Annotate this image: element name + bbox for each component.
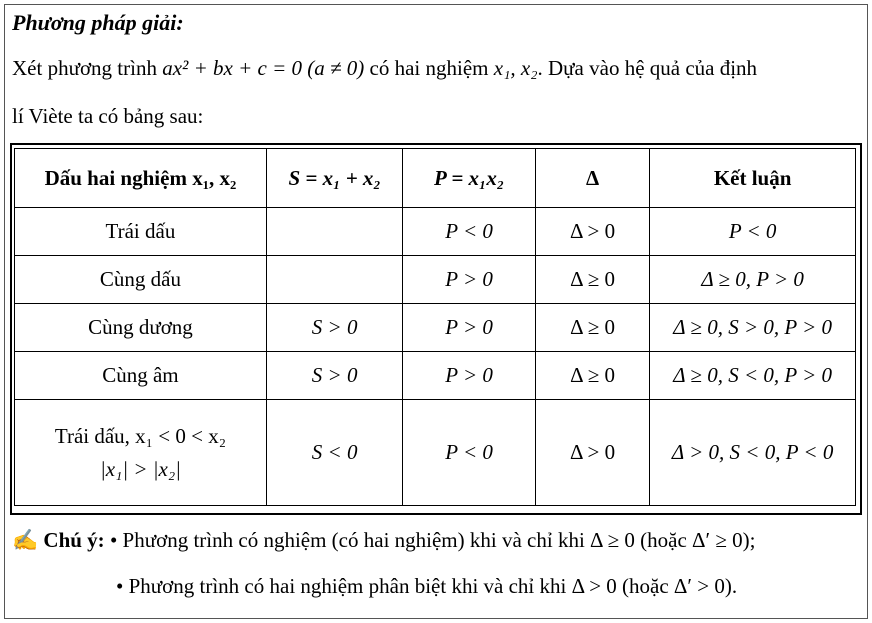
cell-case: Cùng dấu [15, 256, 267, 304]
writing-hand-icon: ✍ [12, 528, 39, 552]
header-root-signs: Dấu hai nghiệm x₁, x₂ [15, 149, 267, 208]
cell-sum [266, 256, 402, 304]
roots-notation: x₁, x₂ [493, 56, 538, 80]
vieta-sign-table [14, 148, 856, 506]
cell-conclusion: P < 0 [650, 208, 856, 256]
header-sum: S = x₁ + x₂ [266, 149, 402, 208]
cell-sum: S > 0 [266, 352, 402, 400]
table-header-row [15, 149, 856, 208]
cell-product: P > 0 [403, 304, 535, 352]
intro-line-2: lí Viète ta có bảng sau: [12, 104, 204, 128]
table-row [15, 352, 856, 400]
cell-case-line2: |x₁| > |x₂| [99, 456, 181, 481]
equation-condition: (a ≠ 0) [307, 56, 365, 80]
cell-delta: Δ > 0 [535, 208, 649, 256]
table-row [15, 304, 856, 352]
cell-sum: S > 0 [266, 304, 402, 352]
quadratic-equation: ax² + bx + c = 0 [162, 56, 303, 80]
cell-conclusion: Δ ≥ 0, S > 0, P > 0 [650, 304, 856, 352]
table-row [15, 400, 856, 506]
cell-product: P < 0 [403, 400, 535, 506]
cell-product: P > 0 [403, 352, 535, 400]
cell-sum: S < 0 [266, 400, 402, 506]
note-line-1 [12, 528, 755, 553]
intro-mid: có hai nghiệm [369, 56, 489, 80]
cell-delta: Δ ≥ 0 [535, 304, 649, 352]
cell-case: Cùng âm [15, 352, 267, 400]
note-line-2: • Phương trình có hai nghiệm phân biệt khi và chỉ khi Δ > 0 (hoặc Δ′ > 0). [116, 574, 738, 598]
cell-case-line1: Trái dấu, x₁ < 0 < x₂ [54, 423, 227, 448]
cell-conclusion: Δ > 0, S < 0, P < 0 [650, 400, 856, 506]
cell-case [15, 400, 267, 506]
cell-case: Trái dấu [15, 208, 267, 256]
cell-case: Cùng dương [15, 304, 267, 352]
intro-prefix: Xét phương trình [12, 56, 157, 80]
cell-product: P > 0 [403, 256, 535, 304]
cell-delta: Δ > 0 [535, 400, 649, 506]
section-heading: Phương pháp giải: [12, 10, 184, 35]
note-text-1: • Phương trình có nghiệm (có hai nghiệm) khi và chỉ khi Δ ≥ 0 (hoặc Δ′ ≥ 0); [109, 528, 756, 552]
cell-product: P < 0 [403, 208, 535, 256]
cell-conclusion: Δ ≥ 0, P > 0 [650, 256, 856, 304]
intro-line-1 [12, 56, 757, 81]
intro-suffix: . Dựa vào hệ quả của định [537, 56, 758, 80]
cell-conclusion: Δ ≥ 0, S < 0, P > 0 [650, 352, 856, 400]
note-label: Chú ý: [43, 528, 105, 552]
header-product: P = x₁x₂ [403, 149, 535, 208]
table-row [15, 256, 856, 304]
cell-delta: Δ ≥ 0 [535, 256, 649, 304]
cell-delta: Δ ≥ 0 [535, 352, 649, 400]
table-row [15, 208, 856, 256]
header-delta: Δ [535, 149, 649, 208]
header-conclusion: Kết luận [650, 149, 856, 208]
cell-sum [266, 208, 402, 256]
